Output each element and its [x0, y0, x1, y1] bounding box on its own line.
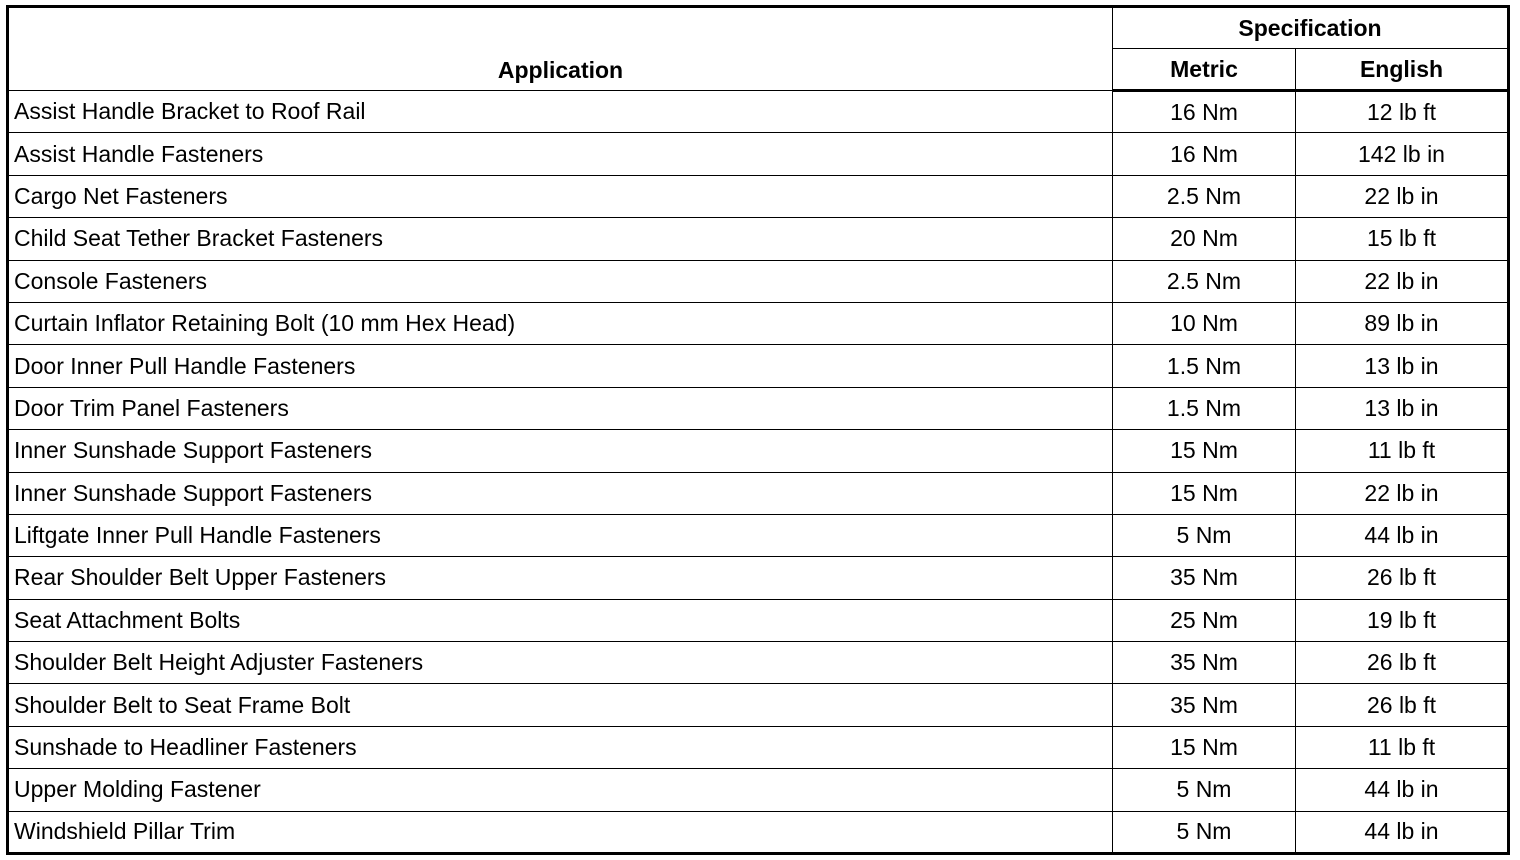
metric-cell: 15 Nm	[1113, 430, 1296, 472]
application-cell: Inner Sunshade Support Fasteners	[8, 430, 1113, 472]
english-cell: 19 lb ft	[1296, 599, 1509, 641]
table-row	[8, 557, 1509, 599]
application-cell: Seat Attachment Bolts	[8, 599, 1113, 641]
application-cell: Assist Handle Bracket to Roof Rail	[8, 91, 1113, 133]
table-row	[8, 769, 1509, 811]
metric-cell: 2.5 Nm	[1113, 260, 1296, 302]
metric-cell: 5 Nm	[1113, 514, 1296, 556]
english-cell: 11 lb ft	[1296, 430, 1509, 472]
english-cell: 44 lb in	[1296, 769, 1509, 811]
application-cell: Inner Sunshade Support Fasteners	[8, 472, 1113, 514]
application-cell: Shoulder Belt Height Adjuster Fasteners	[8, 642, 1113, 684]
application-cell: Upper Molding Fastener	[8, 769, 1113, 811]
english-cell: 26 lb ft	[1296, 557, 1509, 599]
table-header	[8, 7, 1509, 91]
application-cell: Windshield Pillar Trim	[8, 811, 1113, 853]
english-cell: 22 lb in	[1296, 175, 1509, 217]
metric-cell: 5 Nm	[1113, 769, 1296, 811]
english-cell: 44 lb in	[1296, 811, 1509, 853]
application-cell: Rear Shoulder Belt Upper Fasteners	[8, 557, 1113, 599]
application-header: Application	[8, 7, 1113, 91]
specification-header: Specification	[1113, 7, 1509, 49]
application-cell: Door Trim Panel Fasteners	[8, 387, 1113, 429]
english-cell: 44 lb in	[1296, 514, 1509, 556]
english-cell: 89 lb in	[1296, 302, 1509, 344]
metric-cell: 35 Nm	[1113, 642, 1296, 684]
table-row	[8, 218, 1509, 260]
table-row	[8, 430, 1509, 472]
metric-cell: 5 Nm	[1113, 811, 1296, 853]
header-row-top	[8, 7, 1509, 49]
table-row	[8, 302, 1509, 344]
table-row	[8, 514, 1509, 556]
metric-cell: 35 Nm	[1113, 557, 1296, 599]
application-cell: Liftgate Inner Pull Handle Fasteners	[8, 514, 1113, 556]
metric-cell: 2.5 Nm	[1113, 175, 1296, 217]
english-cell: 12 lb ft	[1296, 91, 1509, 133]
application-cell: Sunshade to Headliner Fasteners	[8, 726, 1113, 768]
metric-cell: 25 Nm	[1113, 599, 1296, 641]
application-cell: Door Inner Pull Handle Fasteners	[8, 345, 1113, 387]
application-cell: Curtain Inflator Retaining Bolt (10 mm Hex Head)	[8, 302, 1113, 344]
table-row	[8, 175, 1509, 217]
table-row	[8, 260, 1509, 302]
english-cell: 22 lb in	[1296, 472, 1509, 514]
table-row	[8, 472, 1509, 514]
table-row	[8, 387, 1509, 429]
table-row	[8, 91, 1509, 133]
metric-cell: 1.5 Nm	[1113, 345, 1296, 387]
application-cell: Child Seat Tether Bracket Fasteners	[8, 218, 1113, 260]
metric-cell: 10 Nm	[1113, 302, 1296, 344]
metric-cell: 16 Nm	[1113, 133, 1296, 175]
application-cell: Shoulder Belt to Seat Frame Bolt	[8, 684, 1113, 726]
english-cell: 13 lb in	[1296, 387, 1509, 429]
english-cell: 26 lb ft	[1296, 642, 1509, 684]
application-cell: Cargo Net Fasteners	[8, 175, 1113, 217]
fastener-spec-table	[6, 5, 1510, 855]
english-header: English	[1296, 49, 1509, 91]
application-cell: Console Fasteners	[8, 260, 1113, 302]
table-row	[8, 684, 1509, 726]
application-cell: Assist Handle Fasteners	[8, 133, 1113, 175]
table-body	[8, 91, 1509, 854]
metric-header: Metric	[1113, 49, 1296, 91]
table-row	[8, 642, 1509, 684]
english-cell: 142 lb in	[1296, 133, 1509, 175]
english-cell: 13 lb in	[1296, 345, 1509, 387]
metric-cell: 20 Nm	[1113, 218, 1296, 260]
table-row	[8, 726, 1509, 768]
metric-cell: 16 Nm	[1113, 91, 1296, 133]
english-cell: 22 lb in	[1296, 260, 1509, 302]
english-cell: 26 lb ft	[1296, 684, 1509, 726]
table-row	[8, 345, 1509, 387]
english-cell: 11 lb ft	[1296, 726, 1509, 768]
table-row	[8, 133, 1509, 175]
metric-cell: 35 Nm	[1113, 684, 1296, 726]
metric-cell: 15 Nm	[1113, 726, 1296, 768]
table-row	[8, 599, 1509, 641]
table-row	[8, 811, 1509, 853]
metric-cell: 15 Nm	[1113, 472, 1296, 514]
english-cell: 15 lb ft	[1296, 218, 1509, 260]
metric-cell: 1.5 Nm	[1113, 387, 1296, 429]
